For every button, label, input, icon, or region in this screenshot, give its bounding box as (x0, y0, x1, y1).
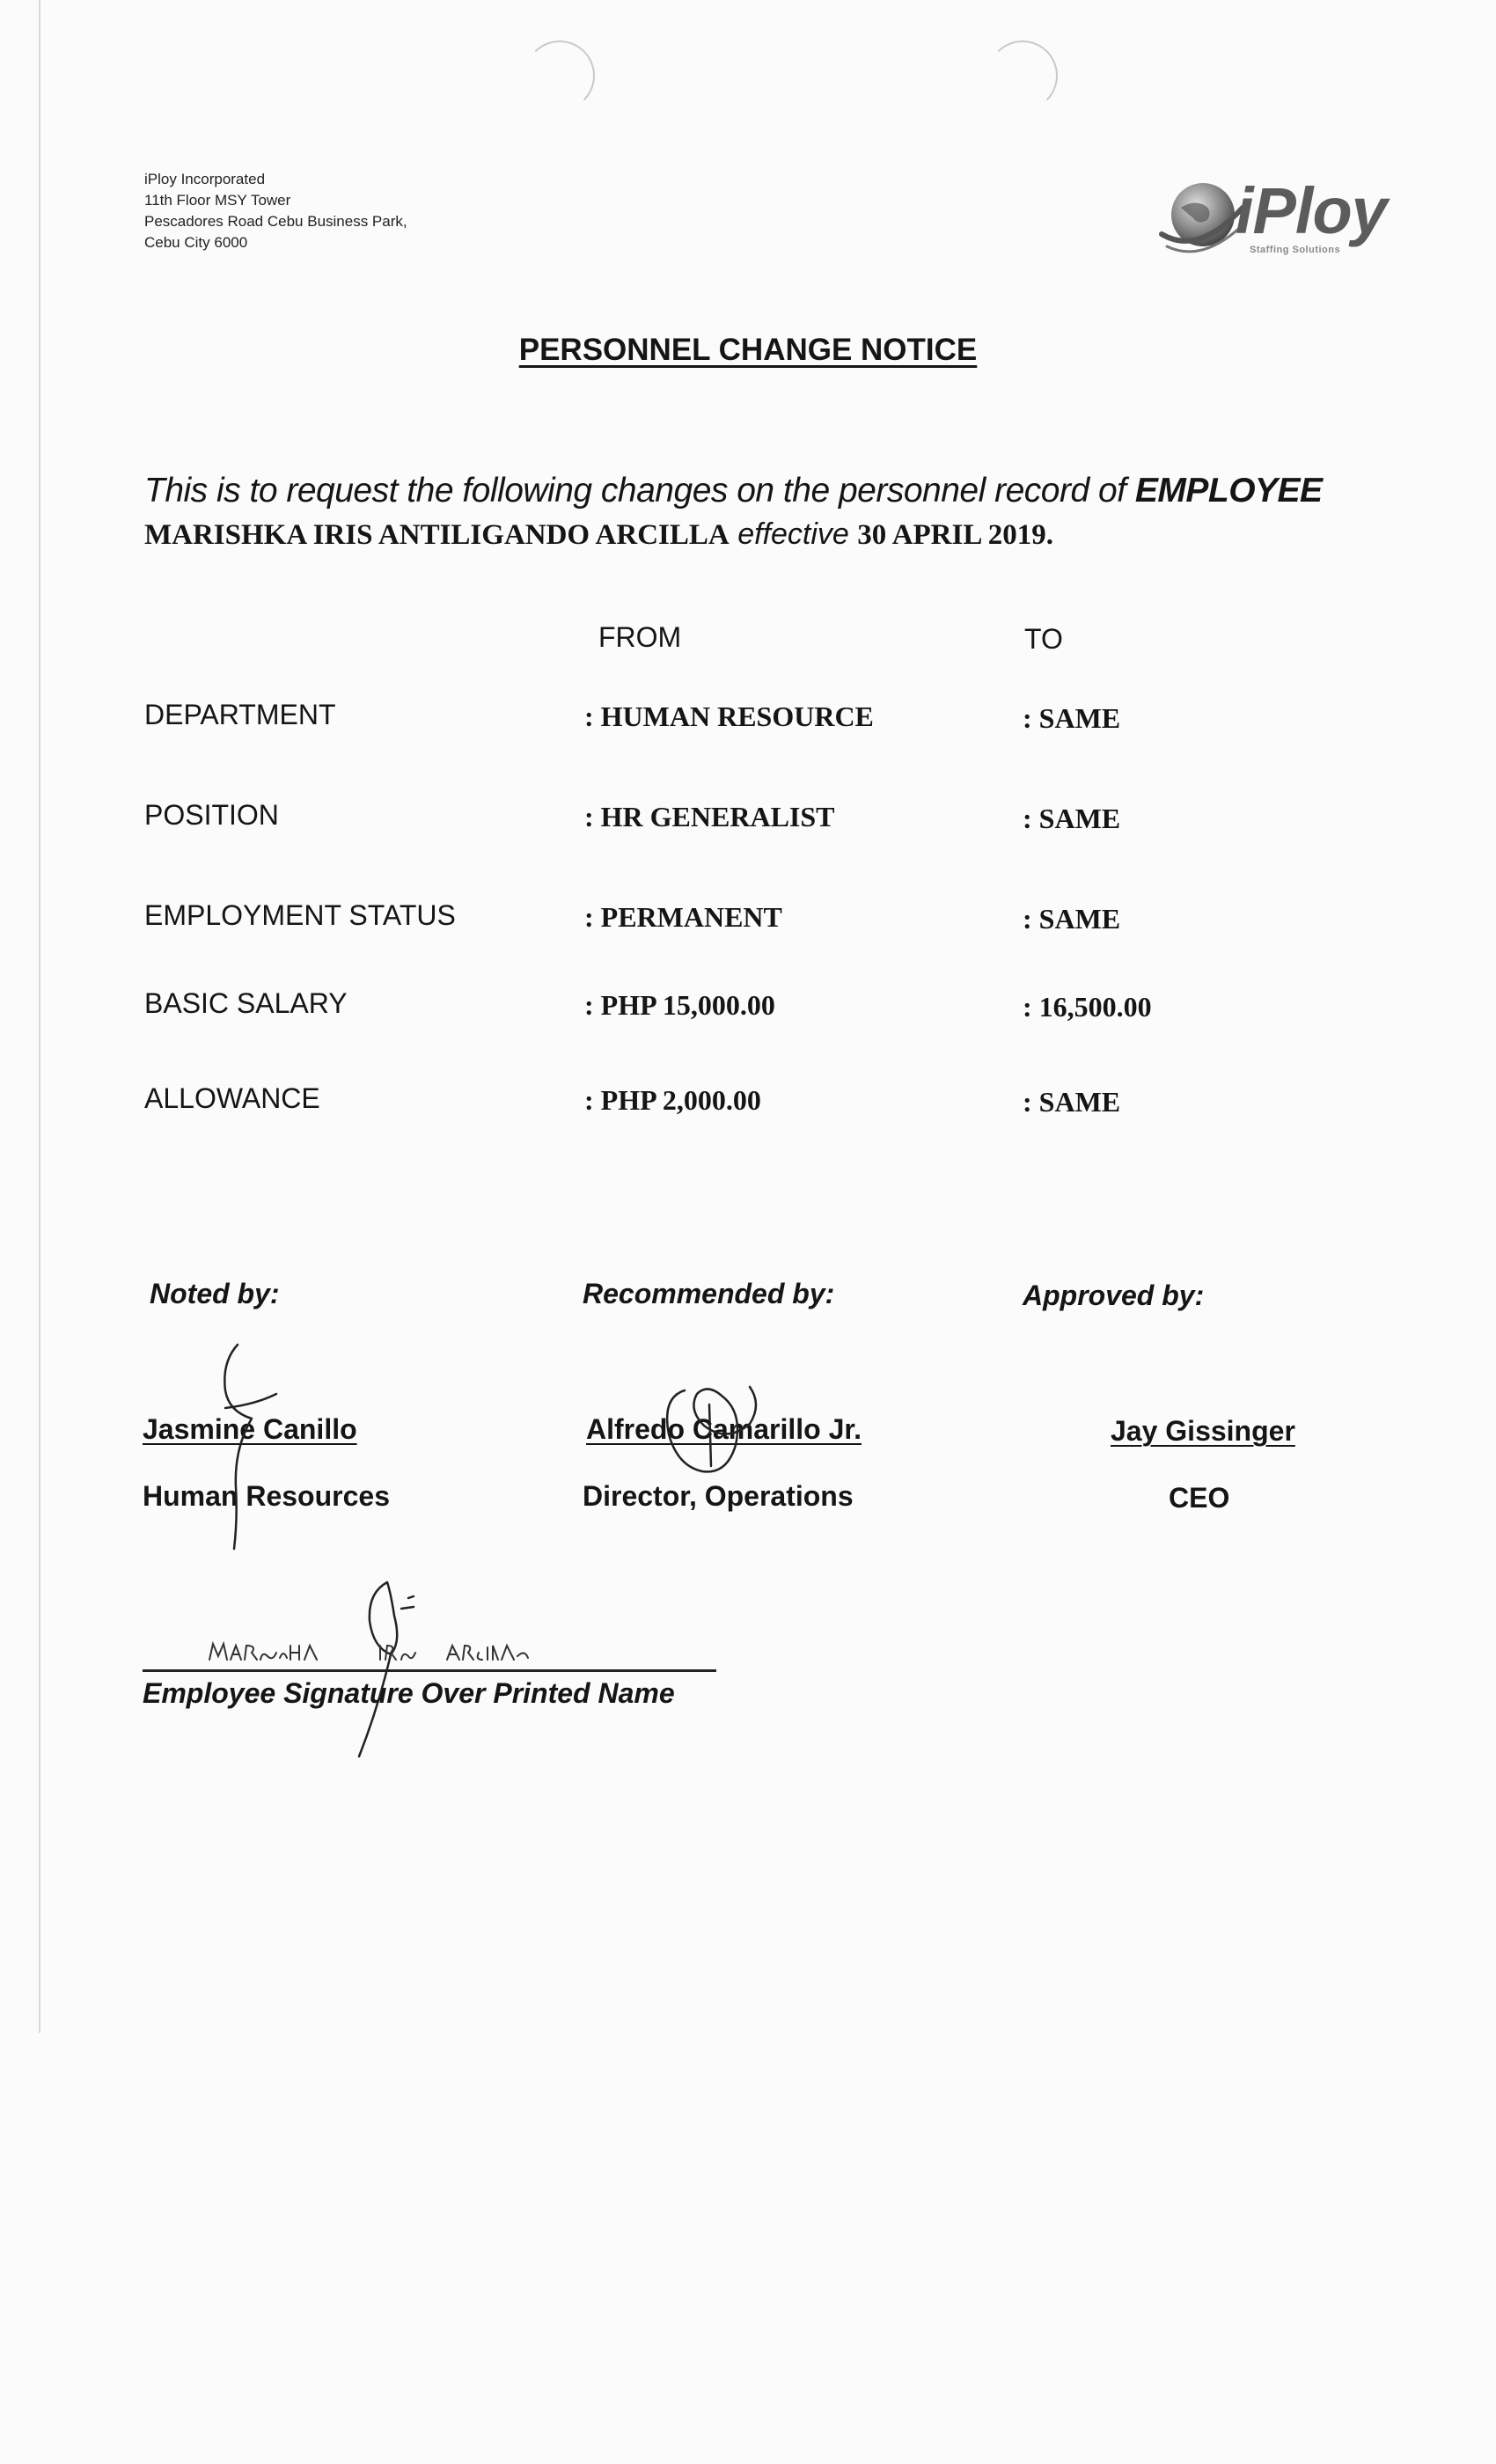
row-from-allowance: : PHP 2,000.00 (584, 1084, 761, 1116)
handwriting-icon (208, 1633, 560, 1672)
noted-by-name: Jasmine Canillo (143, 1413, 357, 1445)
row-label-employment-status: EMPLOYMENT STATUS (144, 899, 456, 931)
row-from-basic-salary: : PHP 15,000.00 (584, 989, 775, 1021)
logo-wordmark: iPloy (1236, 174, 1387, 247)
effective-label: effective (737, 517, 849, 551)
employee-signature-caption: Employee Signature Over Printed Name (143, 1677, 675, 1709)
address-line-3: Cebu City 6000 (144, 234, 248, 251)
approved-by-name: Jay Gissinger (1111, 1415, 1295, 1447)
row-label-allowance: ALLOWANCE (144, 1082, 320, 1114)
signature-recommended (667, 1387, 756, 1471)
intro-text: This is to request the following changes on the personnel record of (144, 472, 1126, 510)
recommended-by-name: Alfredo Camarillo Jr. (586, 1413, 862, 1445)
row-from-department: : HUMAN RESOURCE (584, 700, 874, 732)
employee-handwritten-name (208, 1633, 560, 1672)
recommended-by-heading: Recommended by: (583, 1278, 835, 1309)
address-line-1: 11th Floor MSY Tower (144, 192, 291, 209)
row-from-employment-status: : PERMANENT (584, 901, 782, 933)
from-column-header: FROM (598, 621, 682, 653)
approved-by-heading: Approved by: (1023, 1280, 1205, 1311)
noted-by-heading: Noted by: (150, 1278, 280, 1309)
row-to-department: : SAME (1023, 702, 1121, 734)
row-label-position: POSITION (144, 799, 279, 831)
row-to-position: : SAME (1023, 803, 1121, 834)
row-to-allowance: : SAME (1023, 1086, 1121, 1118)
approved-by-role: CEO (1169, 1482, 1230, 1514)
intro-employee-label: EMPLOYEE (1134, 472, 1323, 510)
address-line-2: Pescadores Road Cebu Business Park, (144, 213, 407, 230)
employee-name: MARISHKA IRIS ANTILIGANDO ARCILLA (144, 519, 730, 551)
noted-by-role: Human Resources (143, 1480, 390, 1512)
company-name: iPloy Incorporated (144, 171, 266, 187)
row-label-basic-salary: BASIC SALARY (144, 987, 348, 1019)
to-column-header: TO (1024, 623, 1063, 655)
logo-tagline: Staffing Solutions (1250, 245, 1341, 255)
signature-noted (224, 1345, 276, 1549)
page-title: PERSONNEL CHANGE NOTICE (518, 333, 978, 367)
row-from-position: : HR GENERALIST (584, 801, 835, 832)
row-to-basic-salary: : 16,500.00 (1023, 991, 1152, 1023)
effective-date: 30 APRIL 2019. (857, 519, 1054, 551)
row-label-department: DEPARTMENT (144, 699, 336, 730)
recommended-by-role: Director, Operations (583, 1480, 854, 1512)
row-to-employment-status: : SAME (1023, 903, 1121, 935)
